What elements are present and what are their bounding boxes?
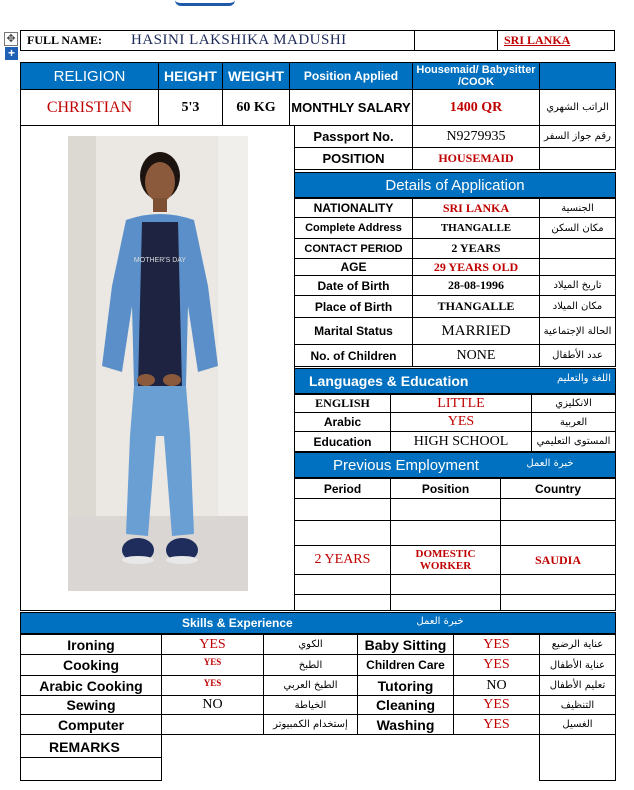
remarks-right-border [539, 734, 616, 781]
passport-ar: رقم جواز السفر [539, 125, 616, 148]
remarks-box[interactable] [20, 757, 162, 781]
height-value: 5'3 [158, 89, 223, 126]
logo-arc [175, 0, 235, 6]
skill-value: NO [161, 695, 264, 715]
skill-label: Arabic Cooking [20, 675, 162, 696]
position-applied-header: Position Applied [289, 62, 413, 90]
skill-ar: الطبخ [263, 654, 358, 676]
employment-cell [294, 594, 391, 611]
skill-ar: الكوي [263, 634, 358, 655]
detail-label: Place of Birth [294, 295, 413, 318]
education-value: HIGH SCHOOL [390, 431, 532, 452]
detail-label: AGE [294, 258, 413, 276]
skill-value: YES [161, 675, 264, 696]
skill-ar: تعليم الأطفال [539, 675, 616, 696]
employment-cell [390, 574, 501, 595]
detail-ar: مكان السكن [539, 217, 616, 239]
employment-cell [294, 574, 391, 595]
detail-ar [539, 238, 616, 259]
weight-value: 60 KG [222, 89, 290, 126]
employment-cell [294, 498, 391, 521]
skill-ar: الخياطة [263, 695, 358, 715]
skill-label: Sewing [20, 695, 162, 715]
skill-value: YES [453, 695, 540, 715]
candidate-photo-figure [68, 136, 248, 591]
skill-label: Ironing [20, 634, 162, 655]
employment-country: SAUDIA [500, 545, 616, 575]
detail-ar: عدد الأطفال [539, 344, 616, 367]
employment-cell [500, 520, 616, 546]
height-header: HEIGHT [158, 62, 223, 90]
employment-cell [294, 520, 391, 546]
remarks-label: REMARKS [20, 734, 162, 758]
language-value: YES [390, 412, 532, 432]
employment-col-period: Period [294, 478, 391, 499]
languages-header-ar: اللغة والتعليم [557, 373, 611, 384]
detail-label: Date of Birth [294, 275, 413, 296]
skills-header: Skills & Experience [20, 612, 616, 634]
language-ar: العربية [531, 412, 616, 432]
skill-value: NO [453, 675, 540, 696]
employment-col-position: Position [390, 478, 501, 499]
religion-header: RELIGION [20, 62, 159, 90]
employment-col-country: Country [500, 478, 616, 499]
skill-ar: إستخدام الكمبيوتر [263, 714, 358, 735]
language-label: Arabic [294, 412, 391, 432]
name-spacer-cell [414, 30, 498, 51]
detail-label: No. of Children [294, 344, 413, 367]
languages-header: Languages & Education [294, 368, 616, 394]
detail-ar [539, 258, 616, 276]
plus-icon[interactable]: + [5, 47, 18, 60]
skill-value: YES [453, 634, 540, 655]
skill-ar: عناية الأطفال [539, 654, 616, 676]
move-cross-icon[interactable]: ✥ [4, 32, 18, 46]
position-value: HOUSEMAID [412, 147, 540, 170]
skill-label: Cleaning [357, 695, 454, 715]
detail-ar: الجنسية [539, 198, 616, 218]
full-name-label-cell [20, 30, 120, 51]
detail-label: Complete Address [294, 217, 413, 239]
passport-label: Passport No. [294, 125, 413, 148]
monthly-salary-ar: الراتب الشهري [539, 89, 616, 126]
weight-header: WEIGHT [222, 62, 290, 90]
skills-header-ar: خبرة العمل [416, 616, 464, 627]
skill-value: YES [161, 634, 264, 655]
employment-cell [500, 594, 616, 611]
detail-value: 29 YEARS OLD [412, 258, 540, 276]
details-header: Details of Application [294, 172, 616, 198]
skill-value: YES [161, 654, 264, 676]
full-name-label: FULL NAME: [27, 33, 102, 47]
position-spacer [539, 147, 616, 170]
detail-label: Marital Status [294, 317, 413, 345]
employment-cell [390, 520, 501, 546]
full-name-cell [119, 30, 415, 51]
employment-header-ar: خبرة العمل [526, 458, 574, 469]
employment-cell [390, 498, 501, 521]
employment-cell [500, 498, 616, 521]
skill-label: Computer [20, 714, 162, 735]
skill-value [161, 714, 264, 735]
education-ar: المستوى التعليمي [531, 431, 616, 452]
detail-value: MARRIED [412, 317, 540, 345]
employment-cell [500, 574, 616, 595]
candidate-photo [68, 136, 248, 591]
country-badge: SRI LANKA [504, 33, 571, 47]
detail-ar: تاريخ الميلاد [539, 275, 616, 296]
detail-value: SRI LANKA [412, 198, 540, 218]
passport-value: N9279935 [412, 125, 540, 148]
detail-ar: مكان الميلاد [539, 295, 616, 318]
detail-value: NONE [412, 344, 540, 367]
detail-ar: الحالة الإجتماعية [539, 317, 616, 345]
skill-value: YES [453, 654, 540, 676]
detail-value: THANGALLE [412, 295, 540, 318]
detail-label: NATIONALITY [294, 198, 413, 218]
employment-cell [390, 594, 501, 611]
skill-label: Washing [357, 714, 454, 735]
language-label: ENGLISH [294, 394, 391, 413]
position-applied-value: Housemaid/ Babysitter /COOK [412, 62, 540, 90]
skill-label: Children Care [357, 654, 454, 676]
skill-ar: عناية الرضيع [539, 634, 616, 655]
skill-ar: الغسيل [539, 714, 616, 735]
detail-value: 28-08-1996 [412, 275, 540, 296]
skill-ar: الطبخ العربي [263, 675, 358, 696]
detail-value: THANGALLE [412, 217, 540, 239]
detail-value: 2 YEARS [412, 238, 540, 259]
employment-position: DOMESTIC WORKER [390, 545, 501, 575]
monthly-salary-label: MONTHLY SALARY [289, 89, 413, 126]
language-ar: الانكليزي [531, 394, 616, 413]
religion-value: CHRISTIAN [20, 89, 159, 126]
position-label: POSITION [294, 147, 413, 170]
shirt-print: MOTHER'S DAY [133, 257, 187, 264]
employment-header: Previous Employment [294, 452, 616, 478]
skill-label: Cooking [20, 654, 162, 676]
skill-ar: التنظيف [539, 695, 616, 715]
skill-value: YES [453, 714, 540, 735]
skill-label: Baby Sitting [357, 634, 454, 655]
detail-label: CONTACT PERIOD [294, 238, 413, 259]
education-label: Education [294, 431, 391, 452]
skill-label: Tutoring [357, 675, 454, 696]
header-spacer [539, 62, 616, 90]
language-value: LITTLE [390, 394, 532, 413]
full-name: HASINI LAKSHIKA MADUSHI [131, 32, 347, 48]
monthly-salary-value: 1400 QR [412, 89, 540, 126]
country-cell [497, 30, 615, 51]
employment-period: 2 YEARS [294, 545, 391, 575]
